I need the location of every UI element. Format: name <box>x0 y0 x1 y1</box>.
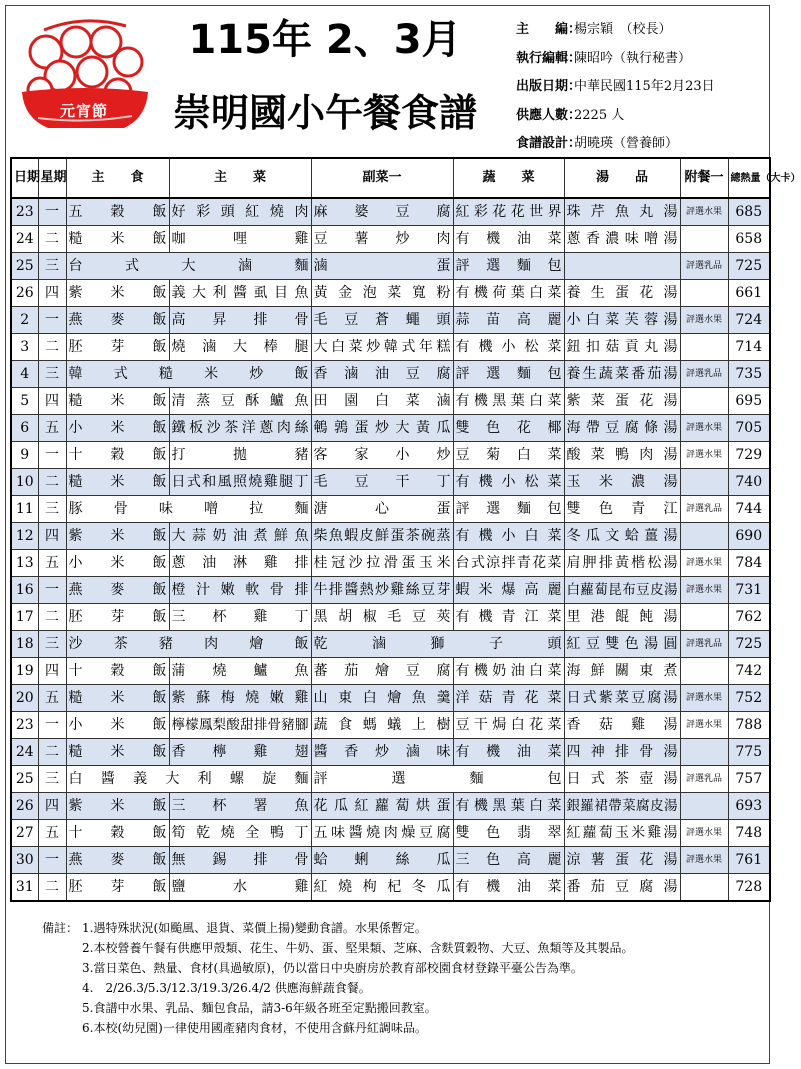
cell-calories: 784 <box>728 550 770 577</box>
cell-vegetable: 有機奶油白菜 <box>453 658 564 685</box>
cell-weekday: 二 <box>38 334 66 361</box>
table-row <box>11 523 770 550</box>
cell-main-dish: 三杯雞丁 <box>169 604 311 631</box>
table-header-row <box>11 158 770 198</box>
cell-weekday: 一 <box>38 198 66 226</box>
note-item <box>42 918 742 938</box>
notes-label: 備註： <box>42 921 79 935</box>
cell-calories: 775 <box>728 739 770 766</box>
cell-main-dish: 香檸雞翅 <box>169 739 311 766</box>
cell-date: 25 <box>11 253 38 280</box>
cell-date: 24 <box>11 226 38 253</box>
cell-side-dish: 毛豆蒼蠅頭 <box>311 307 453 334</box>
cell-vegetable: 三色高麗 <box>453 847 564 874</box>
cell-vegetable: 有機小松菜 <box>453 334 564 361</box>
cell-side-dish: 溏心蛋 <box>311 496 453 523</box>
cell-calories: 744 <box>728 496 770 523</box>
cell-soup: 日式紫菜豆腐湯 <box>564 685 680 712</box>
cell-soup: 里港餛飩湯 <box>564 604 680 631</box>
cell-extra: 評選乳品 <box>680 253 728 280</box>
cell-side-dish: 乾滷獅子頭 <box>311 631 564 658</box>
table-row <box>11 631 770 658</box>
table-row <box>11 577 770 604</box>
cell-weekday: 一 <box>38 712 66 739</box>
cell-vegetable: 有機油菜 <box>453 226 564 253</box>
cell-calories: 740 <box>728 469 770 496</box>
cell-calories: 725 <box>728 631 770 658</box>
table-body <box>11 198 770 901</box>
cell-side-dish: 蛤蜊絲瓜 <box>311 847 453 874</box>
cell-date: 6 <box>11 415 38 442</box>
header-main-dish: 主 菜 <box>169 158 311 198</box>
cell-calories: 757 <box>728 766 770 793</box>
table-row <box>11 496 770 523</box>
cell-staple: 糙米飯 <box>66 226 169 253</box>
cell-vegetable: 評選麵包 <box>453 253 564 280</box>
cell-calories: 705 <box>728 415 770 442</box>
cell-date: 12 <box>11 523 38 550</box>
cell-staple: 紫米飯 <box>66 280 169 307</box>
cell-side-dish: 黃金泡菜寬粉 <box>311 280 453 307</box>
cell-weekday: 五 <box>38 550 66 577</box>
cell-calories: 761 <box>728 847 770 874</box>
header-extra: 附餐一 <box>680 158 728 198</box>
cell-calories: 728 <box>728 874 770 902</box>
cell-vegetable: 蒜苗高麗 <box>453 307 564 334</box>
cell-main-dish: 大蒜奶油煮鮮魚 <box>169 523 311 550</box>
table-row <box>11 604 770 631</box>
cell-date: 19 <box>11 658 38 685</box>
cell-staple: 小米飯 <box>66 415 169 442</box>
cell-soup: 珠芹魚丸湯 <box>564 198 680 226</box>
cell-main-dish: 義大利醬虱目魚 <box>169 280 311 307</box>
cell-date: 11 <box>11 496 38 523</box>
cell-main-dish: 筍乾燒全鴨丁 <box>169 820 311 847</box>
cell-side-dish: 大白菜炒韓式年糕 <box>311 334 453 361</box>
cell-calories: 725 <box>728 253 770 280</box>
note-item: 5.食譜中水果、乳品、麵包食品，請3-6年級各班至定點搬回教室。 <box>82 1001 437 1015</box>
cell-soup: 海帶豆腐條湯 <box>564 415 680 442</box>
cell-staple: 沙茶豬肉燴飯 <box>66 631 311 658</box>
cell-weekday: 一 <box>38 577 66 604</box>
cell-staple: 韓式糙米炒飯 <box>66 361 311 388</box>
cell-soup: 養生蔬菜番茄湯 <box>564 361 680 388</box>
cell-calories: 685 <box>728 198 770 226</box>
cell-extra: 評選水果 <box>680 307 728 334</box>
cell-soup: 四神排骨湯 <box>564 739 680 766</box>
cell-date: 10 <box>11 469 38 496</box>
cell-vegetable: 有機青江菜 <box>453 604 564 631</box>
cell-side-dish: 田園白菜滷 <box>311 388 453 415</box>
cell-main-dish: 日式和風照燒雞腿丁 <box>169 469 311 496</box>
cell-staple: 十穀飯 <box>66 442 169 469</box>
cell-extra <box>680 658 728 685</box>
cell-staple: 白醬義大利螺旋麵 <box>66 766 311 793</box>
cell-vegetable: 有機黑葉白菜 <box>453 388 564 415</box>
cell-staple: 糙米飯 <box>66 388 169 415</box>
cell-side-dish: 蔬食螞蟻上樹 <box>311 712 453 739</box>
cell-soup <box>564 253 680 280</box>
header-side-dish: 副菜一 <box>311 158 453 198</box>
cell-extra: 評選水果 <box>680 820 728 847</box>
info-editor <box>516 16 766 45</box>
info-label: 主 編： <box>516 22 582 37</box>
cell-extra <box>680 604 728 631</box>
table-row <box>11 388 770 415</box>
cell-staple: 燕麥飯 <box>66 577 169 604</box>
cell-staple: 胚芽飯 <box>66 334 169 361</box>
cell-weekday: 三 <box>38 253 66 280</box>
cell-weekday: 二 <box>38 874 66 902</box>
note-item: 3.當日菜色、熱量、食材(具過敏原)，仍以當日中央廚房於教育部校園食材登錄平臺公告為準。 <box>82 961 583 975</box>
cell-side-dish: 醬香炒滷味 <box>311 739 453 766</box>
cell-soup: 養生蛋花湯 <box>564 280 680 307</box>
cell-side-dish: 山東白燴魚羹 <box>311 685 453 712</box>
cell-weekday: 二 <box>38 604 66 631</box>
cell-staple: 紫米飯 <box>66 523 169 550</box>
cell-weekday: 二 <box>38 739 66 766</box>
info-executive-editor <box>516 45 766 74</box>
info-value: 中華民國115年2月23日 <box>574 79 715 94</box>
table-row <box>11 226 770 253</box>
note-item: 2.本校營養午餐有供應甲殼類、花生、牛奶、蛋、堅果類、芝麻、含麩質穀物、大豆、魚類等及其製品。 <box>82 941 634 955</box>
table-row <box>11 847 770 874</box>
cell-vegetable: 評選麵包 <box>453 361 564 388</box>
table-row <box>11 658 770 685</box>
info-label: 出版日期： <box>516 79 582 94</box>
cell-staple: 十穀飯 <box>66 820 169 847</box>
cell-main-dish: 蔥油淋雞排 <box>169 550 311 577</box>
cell-main-dish: 高昇排骨 <box>169 307 311 334</box>
cell-staple: 台式大滷麵 <box>66 253 311 280</box>
cell-staple: 小米飯 <box>66 712 169 739</box>
cell-soup: 海鮮關東煮 <box>564 658 680 685</box>
cell-main-dish: 橙汁嫩軟骨排 <box>169 577 311 604</box>
cell-staple: 燕麥飯 <box>66 307 169 334</box>
info-publish-date <box>516 73 766 102</box>
cell-main-dish: 鹽水雞 <box>169 874 311 902</box>
cell-extra: 評選水果 <box>680 847 728 874</box>
cell-side-dish: 牛排醬熱炒雞絲豆芽 <box>311 577 453 604</box>
cell-vegetable: 有機荷葉白菜 <box>453 280 564 307</box>
cell-soup: 銀羅裙帶菜腐皮湯 <box>564 793 680 820</box>
cell-soup: 涼薯蛋花湯 <box>564 847 680 874</box>
cell-side-dish: 香滷油豆腐 <box>311 361 453 388</box>
cell-side-dish: 毛豆干丁 <box>311 469 453 496</box>
table-row <box>11 469 770 496</box>
logo-text: 元宵節 <box>59 102 108 120</box>
cell-soup: 小白菜芙蓉湯 <box>564 307 680 334</box>
cell-soup: 冬瓜文蛤薑湯 <box>564 523 680 550</box>
header-staple: 主 食 <box>66 158 169 198</box>
info-value: 胡曉瑛（營養師） <box>574 136 679 151</box>
cell-soup: 玉米濃湯 <box>564 469 680 496</box>
cell-date: 9 <box>11 442 38 469</box>
header-soup: 湯 品 <box>564 158 680 198</box>
cell-calories: 724 <box>728 307 770 334</box>
cell-staple: 胚芽飯 <box>66 874 169 902</box>
cell-soup: 香菇雞湯 <box>564 712 680 739</box>
cell-extra <box>680 874 728 902</box>
cell-staple: 小米飯 <box>66 550 169 577</box>
cell-main-dish: 清蒸豆酥鱸魚 <box>169 388 311 415</box>
cell-soup: 蔥香濃味噌湯 <box>564 226 680 253</box>
cell-vegetable: 評選麵包 <box>453 496 564 523</box>
cell-main-dish: 無錫排骨 <box>169 847 311 874</box>
cell-vegetable: 台式涼拌青花菜 <box>453 550 564 577</box>
cell-weekday: 四 <box>38 280 66 307</box>
cell-weekday: 四 <box>38 523 66 550</box>
table-row <box>11 712 770 739</box>
info-value: 陳昭吟（執行秘書） <box>574 50 692 66</box>
cell-vegetable: 蝦米爆高麗 <box>453 577 564 604</box>
cell-extra: 評選水果 <box>680 550 728 577</box>
cell-staple: 紫米飯 <box>66 793 169 820</box>
cell-soup: 紅豆雙色湯圓 <box>564 631 680 658</box>
cell-date: 18 <box>11 631 38 658</box>
cell-date: 26 <box>11 793 38 820</box>
cell-soup: 日式茶壺湯 <box>564 766 680 793</box>
cell-main-dish: 檸檬鳳梨酸甜排骨豬腳 <box>169 712 311 739</box>
cell-main-dish: 紫蘇梅燒嫩雞 <box>169 685 311 712</box>
cell-date: 23 <box>11 712 38 739</box>
cell-calories: 762 <box>728 604 770 631</box>
cell-vegetable: 豆菊白菜 <box>453 442 564 469</box>
cell-extra <box>680 388 728 415</box>
cell-side-dish: 客家小炒 <box>311 442 453 469</box>
cell-calories: 695 <box>728 388 770 415</box>
lunch-menu-table <box>10 157 801 902</box>
table-row <box>11 334 770 361</box>
cell-weekday: 三 <box>38 631 66 658</box>
cell-side-dish: 鵪鶉蛋炒大黃瓜 <box>311 415 453 442</box>
table-row <box>11 253 770 280</box>
cell-extra: 評選乳品 <box>680 496 728 523</box>
info-label: 執行編輯： <box>516 50 582 66</box>
cell-extra: 評選乳品 <box>680 766 728 793</box>
cell-extra <box>680 226 728 253</box>
cell-main-dish: 咖哩雞 <box>169 226 311 253</box>
cell-vegetable: 有機黑葉白菜 <box>453 793 564 820</box>
cell-date: 30 <box>11 847 38 874</box>
table-row <box>11 198 770 226</box>
notes <box>42 918 742 1038</box>
cell-vegetable: 有機油菜 <box>453 739 564 766</box>
cell-extra: 評選水果 <box>680 415 728 442</box>
cell-staple: 糙米飯 <box>66 469 169 496</box>
cell-staple: 豚骨味噌拉麵 <box>66 496 311 523</box>
cell-side-dish: 評選麵包 <box>311 766 564 793</box>
info-servings <box>516 102 766 131</box>
cell-weekday: 二 <box>38 226 66 253</box>
cell-weekday: 三 <box>38 361 66 388</box>
cell-soup: 番茄豆腐湯 <box>564 874 680 902</box>
cell-extra: 評選水果 <box>680 198 728 226</box>
cell-calories: 752 <box>728 685 770 712</box>
note-item: 6.本校(幼兒園)一律使用國產豬肉食材，不使用含蘇丹紅調味品。 <box>82 1021 427 1035</box>
cell-date: 16 <box>11 577 38 604</box>
cell-extra: 評選乳品 <box>680 631 728 658</box>
cell-date: 17 <box>11 604 38 631</box>
header-calories: 總熱量（大卡） <box>728 158 770 198</box>
cell-side-dish: 花瓜紅蘿蔔烘蛋 <box>311 793 453 820</box>
cell-staple: 糙米飯 <box>66 739 169 766</box>
table-row <box>11 415 770 442</box>
cell-soup: 肩胛排黃楷松湯 <box>564 550 680 577</box>
cell-calories: 714 <box>728 334 770 361</box>
cell-staple: 十穀飯 <box>66 658 169 685</box>
cell-vegetable: 有機油菜 <box>453 874 564 902</box>
table-row <box>11 361 770 388</box>
cell-side-dish: 黑胡椒毛豆莢 <box>311 604 453 631</box>
cell-extra <box>680 523 728 550</box>
cell-soup: 紅蘿蔔玉米雞湯 <box>564 820 680 847</box>
table-row <box>11 307 770 334</box>
cell-soup: 酸菜鴨肉湯 <box>564 442 680 469</box>
cell-date: 31 <box>11 874 38 902</box>
cell-calories: 661 <box>728 280 770 307</box>
table-row <box>11 739 770 766</box>
cell-extra <box>680 739 728 766</box>
cell-weekday: 一 <box>38 847 66 874</box>
cell-staple: 糙米飯 <box>66 685 169 712</box>
publication-info <box>516 16 766 159</box>
cell-extra: 評選水果 <box>680 712 728 739</box>
cell-side-dish: 紅燒枸杞冬瓜 <box>311 874 453 902</box>
cell-date: 26 <box>11 280 38 307</box>
cell-soup: 鈕扣菇貢丸湯 <box>564 334 680 361</box>
cell-date: 24 <box>11 739 38 766</box>
cell-calories: 788 <box>728 712 770 739</box>
cell-weekday: 二 <box>38 469 66 496</box>
cell-date: 13 <box>11 550 38 577</box>
cell-weekday: 三 <box>38 496 66 523</box>
table-row <box>11 874 770 902</box>
cell-vegetable: 有機小白菜 <box>453 523 564 550</box>
title-month: 115年 2、3月 <box>188 17 462 63</box>
table-row <box>11 550 770 577</box>
cell-side-dish: 麻婆豆腐 <box>311 198 453 226</box>
cell-date: 25 <box>11 766 38 793</box>
table-row <box>11 766 770 793</box>
cell-date: 4 <box>11 361 38 388</box>
note-item: 4. 2/26.3/5.3/12.3/19.3/26.4/2 供應海鮮蔬食餐。 <box>82 981 371 995</box>
cell-date: 23 <box>11 198 38 226</box>
cell-weekday: 三 <box>38 766 66 793</box>
cell-vegetable: 豆干焗白花菜 <box>453 712 564 739</box>
cell-staple: 五穀飯 <box>66 198 169 226</box>
cell-calories: 742 <box>728 658 770 685</box>
cell-main-dish: 蒲燒鱸魚 <box>169 658 311 685</box>
cell-main-dish: 好彩頭紅燒肉 <box>169 198 311 226</box>
cell-extra: 評選水果 <box>680 442 728 469</box>
table-row <box>11 793 770 820</box>
cell-main-dish: 打拋豬 <box>169 442 311 469</box>
cell-date: 2 <box>11 307 38 334</box>
cell-calories: 693 <box>728 793 770 820</box>
table-row <box>11 442 770 469</box>
cell-calories: 729 <box>728 442 770 469</box>
cell-weekday: 一 <box>38 442 66 469</box>
cell-side-dish: 五味醬燒肉燥豆腐 <box>311 820 453 847</box>
cell-extra: 評選水果 <box>680 577 728 604</box>
table-row <box>11 820 770 847</box>
info-label: 食譜設計： <box>516 136 582 151</box>
info-value: 楊宗穎 （校長） <box>574 22 672 37</box>
cell-date: 27 <box>11 820 38 847</box>
cell-date: 5 <box>11 388 38 415</box>
cell-weekday: 五 <box>38 685 66 712</box>
header-vegetable: 蔬 菜 <box>453 158 564 198</box>
cell-soup: 雙色青江 <box>564 496 680 523</box>
cell-date: 3 <box>11 334 38 361</box>
cell-calories: 731 <box>728 577 770 604</box>
cell-main-dish: 燒滷大棒腿 <box>169 334 311 361</box>
cell-main-dish: 三杯署魚 <box>169 793 311 820</box>
cell-soup: 紫菜蛋花湯 <box>564 388 680 415</box>
cell-side-dish: 滷蛋 <box>311 253 453 280</box>
cell-side-dish: 柴魚蝦皮鮮蛋茶碗蒸 <box>311 523 453 550</box>
table-row <box>11 685 770 712</box>
info-menu-designer <box>516 130 766 159</box>
cell-weekday: 四 <box>38 793 66 820</box>
cell-extra: 評選水果 <box>680 685 728 712</box>
cell-extra <box>680 469 728 496</box>
cell-vegetable: 洋菇青花菜 <box>453 685 564 712</box>
cell-calories: 748 <box>728 820 770 847</box>
cell-staple: 胚芽飯 <box>66 604 169 631</box>
header-date: 日期 <box>11 158 38 198</box>
cell-staple: 燕麥飯 <box>66 847 169 874</box>
cell-vegetable: 有機小松菜 <box>453 469 564 496</box>
cell-side-dish: 豆薯炒肉 <box>311 226 453 253</box>
cell-calories: 658 <box>728 226 770 253</box>
header-weekday: 星期 <box>38 158 66 198</box>
cell-vegetable: 雙色翡翠 <box>453 820 564 847</box>
cell-weekday: 一 <box>38 307 66 334</box>
cell-extra <box>680 334 728 361</box>
cell-weekday: 四 <box>38 388 66 415</box>
note-text: 1.遇特殊狀況(如颱風、退貨、菜價上揚)變動食譜。水果係暫定。 <box>82 921 427 935</box>
cell-weekday: 四 <box>38 658 66 685</box>
cell-extra <box>680 280 728 307</box>
info-value: 2225 人 <box>574 107 625 123</box>
cell-vegetable: 紅彩花花世界 <box>453 198 564 226</box>
cell-date: 20 <box>11 685 38 712</box>
cell-weekday: 五 <box>38 415 66 442</box>
table-row <box>11 280 770 307</box>
title-school-menu: 崇明國小午餐食譜 <box>172 91 477 135</box>
cell-main-dish: 鐵板沙茶洋蔥肉絲 <box>169 415 311 442</box>
cell-weekday: 五 <box>38 820 66 847</box>
cell-side-dish: 蕃茄燴豆腐 <box>311 658 453 685</box>
cell-soup: 白蘿蔔昆布豆皮湯 <box>564 577 680 604</box>
cell-calories: 735 <box>728 361 770 388</box>
cell-side-dish: 桂冠沙拉滑蛋玉米 <box>311 550 453 577</box>
info-label: 供應人數： <box>516 107 582 123</box>
cell-extra <box>680 793 728 820</box>
cell-calories: 690 <box>728 523 770 550</box>
cell-extra: 評選乳品 <box>680 361 728 388</box>
cell-vegetable: 雙色花椰 <box>453 415 564 442</box>
